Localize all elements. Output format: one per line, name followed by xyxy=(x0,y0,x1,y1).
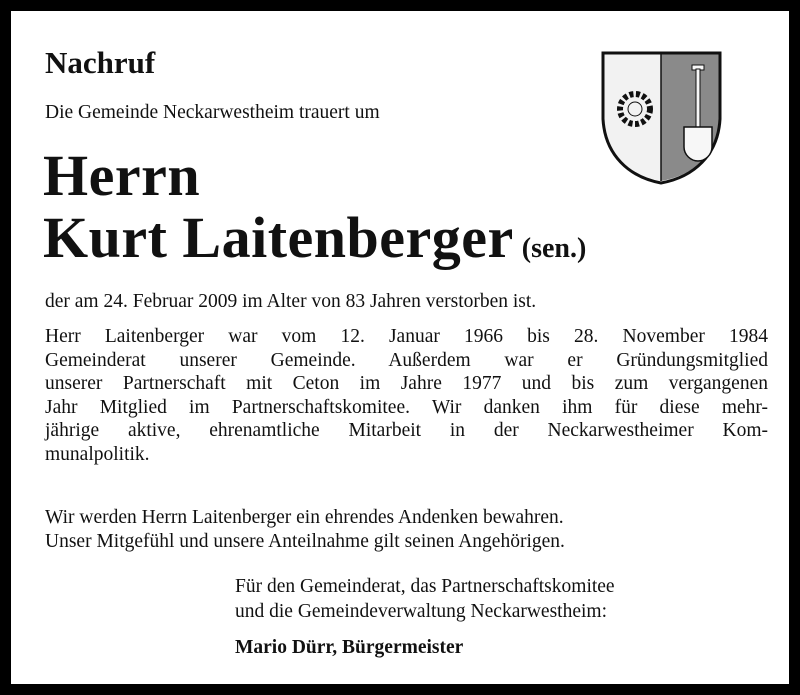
biography-line: jährige aktive, ehrenamtliche Mitarbeit in der Neckarwestheimer Kom- xyxy=(45,420,768,442)
crest-left-field xyxy=(603,53,661,181)
name-suffix: (sen.) xyxy=(521,233,587,264)
remembrance-paragraph xyxy=(45,506,768,554)
biography-line: Jahr Mitglied im Partnerschaftskomitee. Wir danken ihm für diese mehr- xyxy=(45,396,768,418)
intro-text: Die Gemeinde Neckarwestheim trauert um xyxy=(45,102,380,123)
signoff-block xyxy=(235,574,615,624)
deceased-name-line xyxy=(43,207,586,280)
biography-line: Gemeinderat unserer Gemeinde. Außerdem war er Gründungsmitglied xyxy=(45,349,768,371)
biography-line: munalpolitik. xyxy=(45,443,150,465)
biography-line: Herr Laitenberger war vom 12. Januar 1966 bis 28. November 1984 xyxy=(45,326,768,347)
name-salutation: Herrn xyxy=(43,143,201,208)
death-statement: der am 24. Februar 2009 im Alter von 83 Jahren verstorben ist. xyxy=(45,291,537,312)
biography-paragraph xyxy=(45,325,768,467)
signoff-line: und die Gemeindeverwaltung Neckarwestheim: xyxy=(235,601,607,622)
remembrance-line: Wir werden Herrn Laitenberger ein ehrendes Andenken bewahren. xyxy=(45,507,564,528)
biography-line: unserer Partnerschaft mit Ceton im Jahre 1977 und bis zum vergangenen xyxy=(45,373,768,395)
signoff-line: Für den Gemeinderat, das Partnerschaftskomitee xyxy=(235,576,615,597)
crest-right-field xyxy=(661,53,720,181)
deceased-name: Kurt Laitenberger xyxy=(43,205,514,270)
coat-of-arms-icon xyxy=(599,47,724,187)
signer-name: Mario Dürr, Bürgermeister xyxy=(235,637,464,658)
notice-heading: Nachruf xyxy=(45,45,156,80)
remembrance-line: Unser Mitgefühl und unsere Anteilnahme gilt seinen Angehörigen. xyxy=(45,531,565,552)
